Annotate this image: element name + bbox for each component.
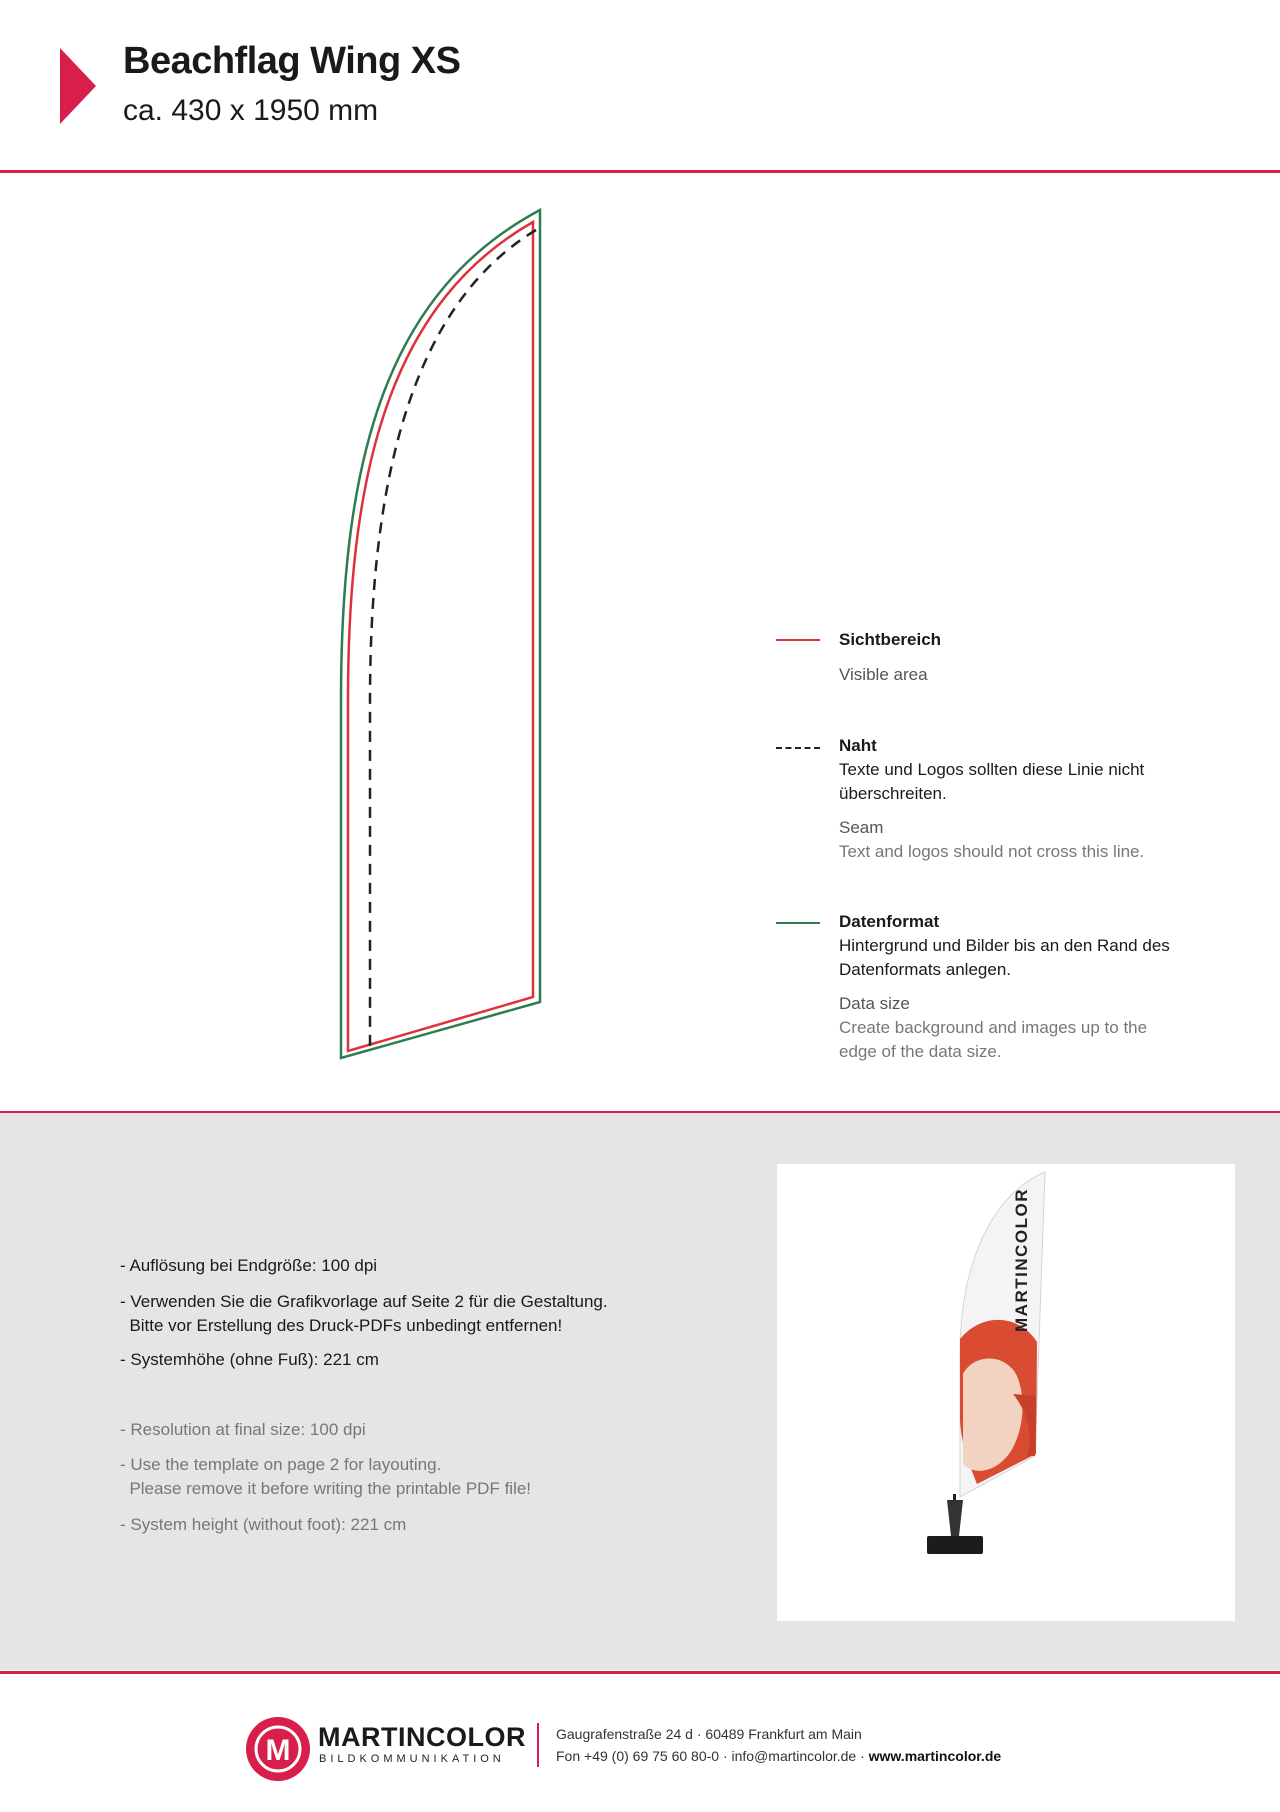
note-en-template: - Use the template on page 2 for layouting. Please remove it before writing the printable PDF file! bbox=[120, 1455, 532, 1498]
note-de-template: - Verwenden Sie die Grafikvorlage auf Seite 2 für die Gestaltung. Bitte vor Erstellung des Druck-PDFs unbedingt entfernen! bbox=[120, 1292, 608, 1335]
product-flag-text: MARTINCOLOR bbox=[1012, 1188, 1031, 1332]
page-subtitle: ca. 430 x 1950 mm bbox=[123, 94, 379, 127]
legend-visible-title: Sichtbereich bbox=[839, 630, 942, 649]
flag-template-drawing bbox=[330, 200, 550, 1080]
legend-data-text: Hintergrund und Bilder bis an den Rand des Datenformats anlegen. bbox=[839, 936, 1170, 979]
martincolor-logo-icon bbox=[244, 1715, 312, 1783]
legend-seam-en-text: Text and logos should not cross this line. bbox=[839, 842, 1145, 861]
footer-tagline: BILDKOMMUNIKATION bbox=[319, 1753, 505, 1765]
bottom-divider bbox=[0, 1671, 1280, 1674]
legend-data-en-text: Create background and images up to the edge of the data size. bbox=[839, 1018, 1148, 1061]
footer-brand: MARTINCOLOR bbox=[318, 1722, 526, 1752]
note-en-resolution: - Resolution at final size: 100 dpi bbox=[120, 1420, 366, 1439]
note-de-resolution: - Auflösung bei Endgröße: 100 dpi bbox=[120, 1256, 378, 1275]
legend-visible-en-title: Visible area bbox=[839, 665, 928, 684]
note-de-height: - Systemhöhe (ohne Fuß): 221 cm bbox=[120, 1350, 379, 1369]
legend-seam-swatch bbox=[776, 747, 820, 749]
footer-separator bbox=[537, 1723, 539, 1767]
legend-seam-title: Naht bbox=[839, 736, 877, 755]
footer-website-link[interactable]: www.martincolor.de bbox=[868, 1748, 1002, 1764]
footer-contact: Fon +49 (0) 69 75 60 80-0 · info@martincolor.de · bbox=[556, 1748, 869, 1764]
legend-data-title: Datenformat bbox=[839, 912, 940, 931]
legend-visible-swatch bbox=[776, 639, 820, 641]
footer-address: Gaugrafenstraße 24 d · 60489 Frankfurt am Main bbox=[556, 1726, 862, 1742]
legend-data-swatch bbox=[776, 922, 820, 924]
legend-seam-text: Texte und Logos sollten diese Linie nicht überschreiten. bbox=[839, 760, 1145, 803]
footer-contact-line bbox=[556, 1748, 1001, 1764]
logo-letter: M bbox=[265, 1734, 291, 1767]
visible-area-outline bbox=[348, 222, 533, 1051]
note-en-height: - System height (without foot): 221 cm bbox=[120, 1515, 407, 1534]
page-title: Beachflag Wing XS bbox=[123, 40, 461, 82]
legend-data-en-title: Data size bbox=[839, 994, 910, 1013]
product-image bbox=[777, 1164, 1235, 1621]
header-triangle-icon bbox=[60, 48, 96, 124]
seam-line bbox=[370, 230, 536, 1052]
legend-seam-en-title: Seam bbox=[839, 818, 884, 837]
top-divider bbox=[0, 170, 1280, 173]
